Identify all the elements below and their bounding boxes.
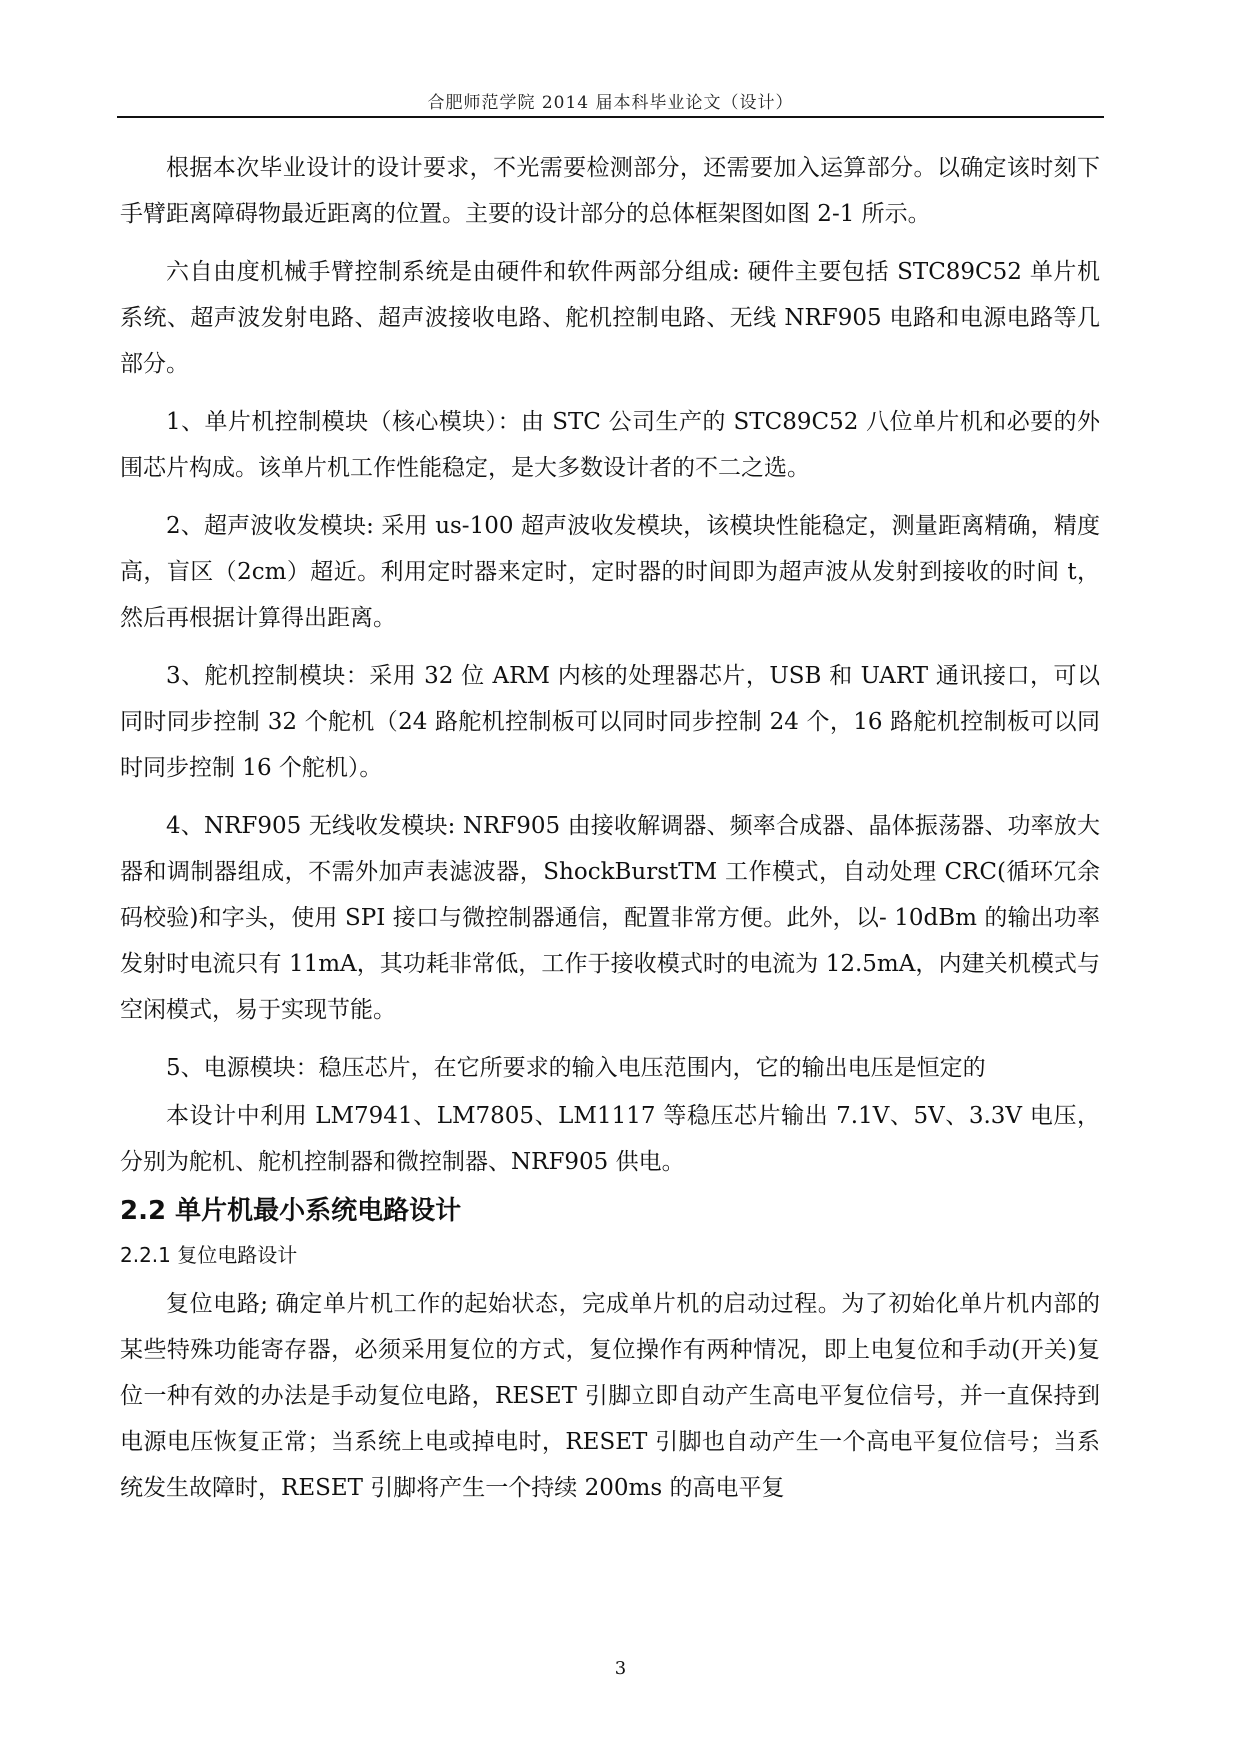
paragraph-power-module: 5、电源模块：稳压芯片，在它所要求的输入电压范围内，它的输出电压是恒定的	[166, 1055, 986, 1081]
paragraph-reset-circuit: 复位电路; 确定单片机工作的起始状态，完成单片机的启动过程。为了初始化单片机内部的某些特殊功能寄存器，必须采用复位的方式，复位操作有两种情况，即上电复位和手动(开关)复位一种有效的办法是手动复位电路，RESET 引脚立即自动产生高电平复位信号，并一直保持到电源电压恢复正常；当系统上电或掉电时，RESET 引脚也自动产生一个高电平复位信号；当系统发生故障时，RESET 引脚将产生一个持续 200ms 的高电平复	[120, 1291, 1100, 1501]
paragraph-design-requirements: 根据本次毕业设计的设计要求，不光需要检测部分，还需要加入运算部分。以确定该时刻下手臂距离障碍物最近距离的位置。主要的设计部分的总体框架图如图 2-1 所示。	[120, 155, 1100, 227]
paragraph-voltage-regulators: 本设计中利用 LM7941、LM7805、LM1117 等稳压芯片输出 7.1V、5V、3.3V 电压，分别为舵机、舵机控制器和微控制器、NRF905 供电。	[120, 1103, 1100, 1175]
paragraph-system-overview: 六自由度机械手臂控制系统是由硬件和软件两部分组成: 硬件主要包括 STC89C52 单片机系统、超声波发射电路、超声波接收电路、舵机控制电路、无线 NRF905 电路和电源电路等几部分。	[120, 259, 1100, 377]
paragraph-wireless-module: 4、NRF905 无线收发模块: NRF905 由接收解调器、频率合成器、晶体振荡器、功率放大器和调制器组成，不需外加声表滤波器，ShockBurstTM 工作模式，自动处理 CRC(循环冗余码校验)和字头，使用 SPI 接口与微控制器通信，配置非常方便。此外，以- 10dBm 的输出功率发射时电流只有 11mA，其功耗非常低，工作于接收模式时的电流为 12.5mA，内建关机模式与空闲模式，易于实现节能。	[120, 813, 1100, 1023]
paragraph-servo-module: 3、舵机控制模块：采用 32 位 ARM 内核的处理器芯片，USB 和 UART 通讯接口，可以同时同步控制 32 个舵机（24 路舵机控制板可以同时同步控制 24 个，16 路舵机控制板可以同时同步控制 16 个舵机）。	[120, 663, 1100, 781]
running-header: 合肥师范学院 2014 届本科毕业论文（设计）	[427, 93, 794, 113]
header-rule	[117, 116, 1104, 118]
page-number: 3	[614, 1658, 627, 1679]
paragraph-mcu-module: 1、单片机控制模块（核心模块）：由 STC 公司生产的 STC89C52 八位单片机和必要的外围芯片构成。该单片机工作性能稳定，是大多数设计者的不二之选。	[120, 409, 1100, 481]
paragraph-ultrasonic-module: 2、超声波收发模块: 采用 us-100 超声波收发模块，该模块性能稳定，测量距离精确，精度高，盲区（2cm）超近。利用定时器来定时，定时器的时间即为超声波从发射到接收的时间 t，然后再根据计算得出距离。	[120, 513, 1100, 631]
subsection-heading: 2.2.1 复位电路设计	[120, 1243, 298, 1267]
page-body	[120, 145, 1100, 1523]
section-heading: 2.2 单片机最小系统电路设计	[120, 1196, 462, 1226]
